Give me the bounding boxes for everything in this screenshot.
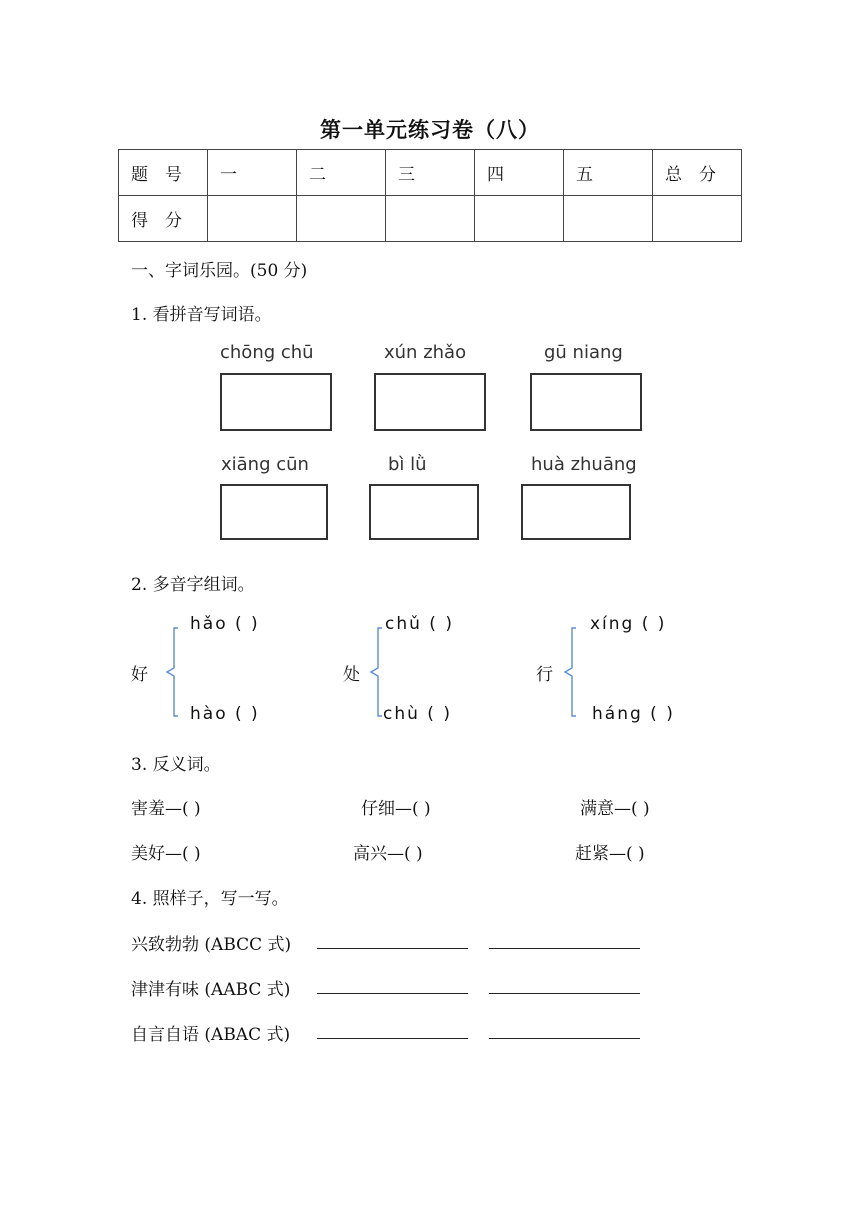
brace-icon bbox=[560, 624, 580, 720]
antonym-blank[interactable]: 高兴—( ) bbox=[353, 844, 423, 864]
polyphone-char: 好 bbox=[131, 665, 148, 685]
pinyin-label: chōng chū bbox=[220, 342, 314, 363]
polyphone-char: 处 bbox=[343, 665, 360, 685]
table-cell: 二 bbox=[297, 150, 386, 196]
answer-line[interactable] bbox=[489, 948, 640, 949]
score-cell[interactable] bbox=[297, 196, 386, 242]
table-row bbox=[119, 196, 742, 242]
answer-box[interactable] bbox=[374, 373, 486, 431]
table-cell: 五 bbox=[564, 150, 653, 196]
antonym-blank[interactable]: 满意—( ) bbox=[580, 799, 650, 819]
table-cell: 总 分 bbox=[653, 150, 742, 196]
antonym-blank[interactable]: 赶紧—( ) bbox=[575, 844, 645, 864]
score-cell[interactable] bbox=[653, 196, 742, 242]
question-label: 2. 多音字组词。 bbox=[131, 575, 255, 595]
polyphone-blank[interactable]: chù ( ) bbox=[383, 704, 452, 724]
answer-line[interactable] bbox=[317, 1038, 468, 1039]
polyphone-char: 行 bbox=[536, 665, 553, 685]
antonym-blank[interactable]: 仔细—( ) bbox=[361, 799, 431, 819]
score-cell[interactable] bbox=[475, 196, 564, 242]
answer-line[interactable] bbox=[489, 993, 640, 994]
pinyin-label: huà zhuāng bbox=[531, 454, 637, 475]
polyphone-blank[interactable]: háng ( ) bbox=[592, 704, 675, 724]
pinyin-label: gū niang bbox=[544, 342, 623, 363]
page-title: 第一单元练习卷（八） bbox=[320, 117, 540, 142]
antonym-blank[interactable]: 美好—( ) bbox=[131, 844, 201, 864]
polyphone-blank[interactable]: xíng ( ) bbox=[590, 614, 667, 634]
question-label: 1. 看拼音写词语。 bbox=[131, 305, 272, 325]
answer-line[interactable] bbox=[489, 1038, 640, 1039]
polyphone-blank[interactable]: hào ( ) bbox=[190, 704, 260, 724]
answer-box[interactable] bbox=[220, 484, 328, 540]
answer-box[interactable] bbox=[530, 373, 642, 431]
answer-box[interactable] bbox=[220, 373, 332, 431]
answer-line[interactable] bbox=[317, 993, 468, 994]
table-cell: 四 bbox=[475, 150, 564, 196]
score-table bbox=[118, 149, 742, 242]
answer-box[interactable] bbox=[521, 484, 631, 540]
antonym-blank[interactable]: 害羞—( ) bbox=[131, 799, 201, 819]
pattern-example: 津津有味 (AABC 式) bbox=[131, 980, 291, 1000]
polyphone-blank[interactable]: chǔ ( ) bbox=[385, 614, 454, 634]
section-heading: 一、字词乐园。(50 分) bbox=[131, 261, 308, 281]
score-cell[interactable] bbox=[208, 196, 297, 242]
answer-line[interactable] bbox=[317, 948, 468, 949]
brace-icon bbox=[162, 624, 182, 720]
table-cell: 一 bbox=[208, 150, 297, 196]
table-cell: 题 号 bbox=[119, 150, 208, 196]
pinyin-label: xún zhǎo bbox=[384, 342, 467, 363]
score-cell[interactable] bbox=[386, 196, 475, 242]
score-cell[interactable] bbox=[564, 196, 653, 242]
pinyin-label: bì lǜ bbox=[388, 454, 427, 475]
pattern-example: 自言自语 (ABAC 式) bbox=[131, 1025, 291, 1045]
pattern-example: 兴致勃勃 (ABCC 式) bbox=[131, 935, 292, 955]
table-cell: 三 bbox=[386, 150, 475, 196]
question-label: 3. 反义词。 bbox=[131, 755, 221, 775]
polyphone-blank[interactable]: hǎo ( ) bbox=[190, 614, 260, 634]
table-row bbox=[119, 150, 742, 196]
table-cell: 得 分 bbox=[119, 196, 208, 242]
pinyin-label: xiāng cūn bbox=[221, 454, 309, 475]
answer-box[interactable] bbox=[369, 484, 479, 540]
question-label: 4. 照样子，写一写。 bbox=[131, 889, 289, 909]
